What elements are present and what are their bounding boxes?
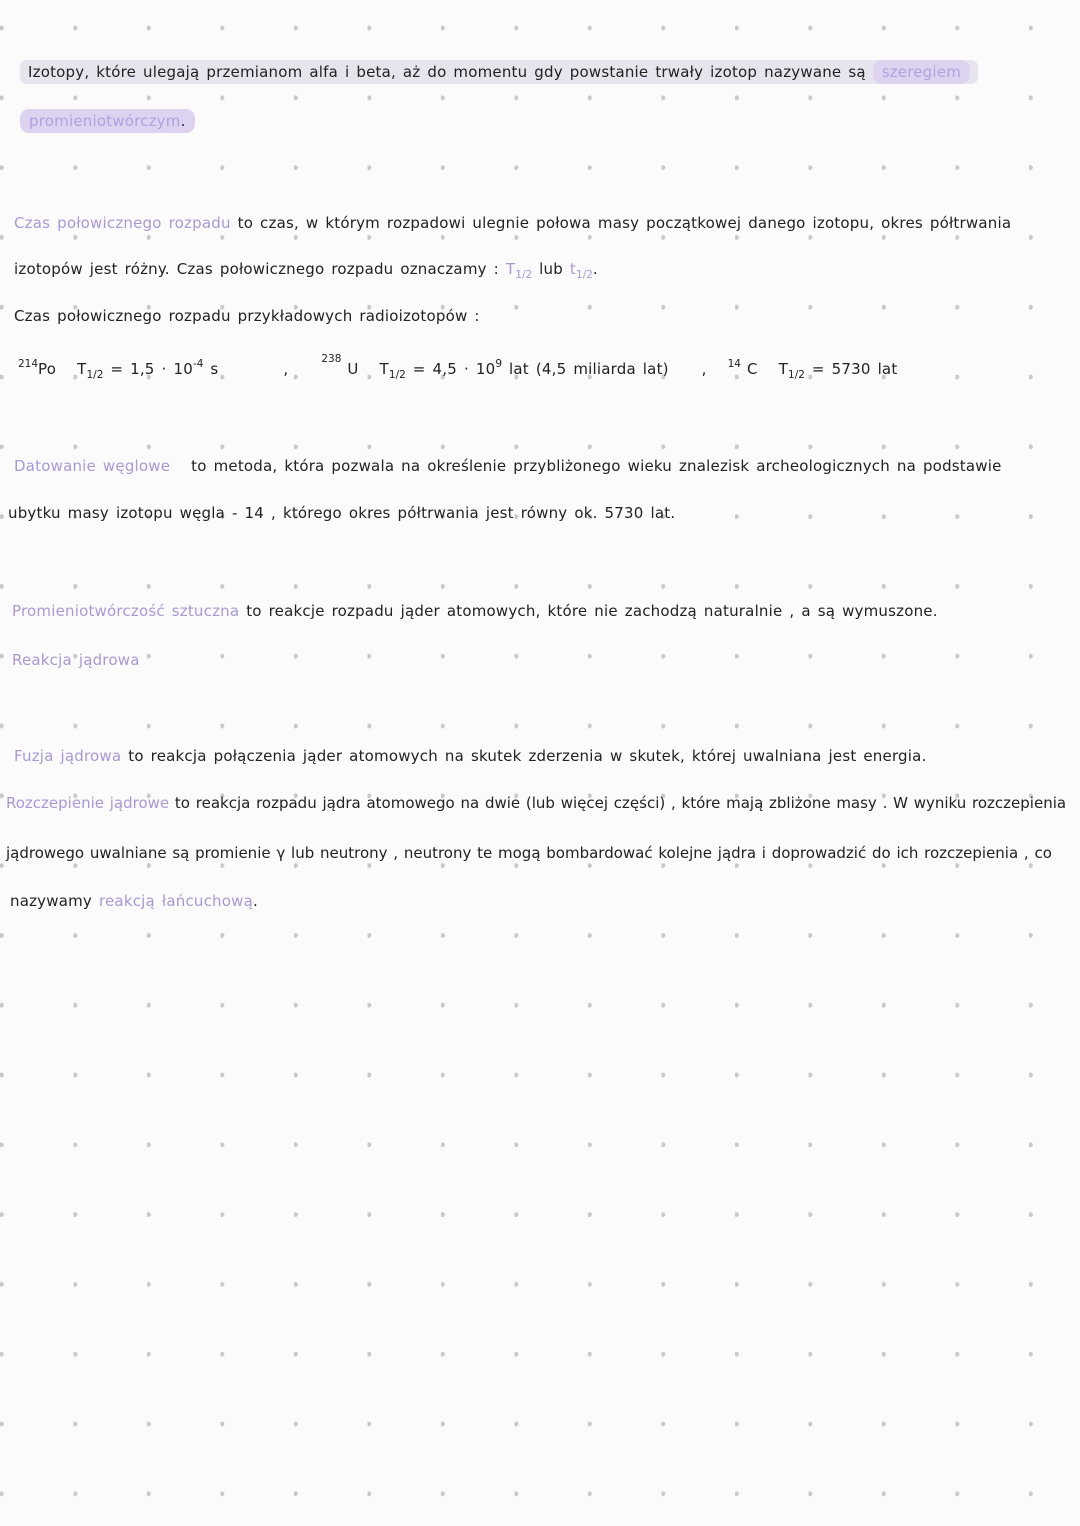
chain-reaction-period: .: [253, 892, 258, 910]
series-definition-text: Izotopy, które ulegają przemianom alfa i beta, aż do momentu gdy powstanie trwały izotop nazywane są: [28, 63, 866, 81]
carbon-dating-line-1: [14, 456, 1002, 476]
fusion-term: Fuzja jądrowa: [14, 747, 122, 765]
fission-term: Rozczepienie jądrowe: [6, 794, 170, 812]
isotope-c: $^{14}$ C: [727, 358, 758, 378]
half-life-lub: lub: [539, 260, 563, 278]
examples-heading-line: [14, 306, 480, 326]
examples-separator-1: ,: [283, 360, 289, 378]
examples-heading: Czas połowicznego rozpadu przykładowych radioizotopów :: [14, 307, 480, 325]
fission-def-2-post: lub neutrony , neutrony te mogą bombardować kolejne jądra i doprowadzić do ich rozczepienia , co: [291, 844, 1052, 862]
half-life-def-2: izotopów jest różny. Czas połowicznego rozpadu oznaczamy :: [14, 260, 499, 278]
fission-def-3-pre: nazywamy: [10, 892, 92, 910]
half-life-line-2: [14, 259, 598, 282]
half-life-term: Czas połowicznego rozpadu: [14, 214, 231, 232]
half-life-symbol-t: $t_{1/2}$: [569, 260, 593, 281]
fusion-def: to reakcja połączenia jąder atomowych na skutek zderzenia w skutek, której uwalniana jest energia.: [128, 747, 927, 765]
fission-line-1: [6, 793, 1066, 813]
half-life-period: .: [592, 260, 598, 278]
fission-line-3: [10, 891, 258, 911]
fission-line-2: [6, 843, 1052, 863]
artificial-radioactivity-def: to reakcje rozpadu jąder atomowych, które nie zachodzą naturalnie , a są wymuszone.: [246, 602, 938, 620]
gamma-symbol: γ: [276, 844, 286, 862]
carbon-dating-line-2: [8, 503, 675, 523]
chain-reaction-term: reakcją łańcuchową: [98, 892, 253, 910]
series-term-part2: promieniotwórczym: [29, 112, 181, 130]
artificial-radioactivity-term: Promieniotwórczość sztuczna: [12, 602, 240, 620]
half-life-line-1: [14, 213, 1011, 233]
artificial-radioactivity-line: [12, 601, 938, 621]
nuclear-reaction-line: [12, 650, 140, 670]
isotope-po: $^{214}$Po: [18, 358, 57, 378]
carbon-dating-def-2: ubytku masy izotopu węgla - 14 , którego okres półtrwania jest równy ok. 5730 lat.: [8, 504, 676, 522]
half-life-symbol-T: $T_{1/2}$: [505, 260, 533, 281]
carbon-dating-def-1: to metoda, która pozwala na określenie przybliżonego wieku znalezisk archeologicznych na podstawie: [191, 457, 1002, 475]
series-definition-highlight: [20, 60, 978, 84]
isotope-u-halflife: $T_{1/2} = 4,5 \cdot 10^9$ lat (4,5 miliarda lat): [379, 358, 669, 381]
series-period: .: [180, 112, 186, 130]
isotope-c-halflife: $T_{1/2} = 5730$ lat: [778, 360, 898, 381]
fusion-line: [14, 746, 927, 766]
fission-def-2-pre: jądrowego uwalniane są promienie: [6, 844, 271, 862]
series-definition-line-2: [20, 111, 195, 131]
half-life-def-1: to czas, w którym rozpadowi ulegnie połowa masy początkowej danego izotopu, okres półtrwania: [237, 214, 1012, 232]
series-term-part2-highlight: [20, 109, 195, 133]
isotope-u: $^{238}$U: [321, 353, 359, 378]
examples-separator-2: ,: [701, 360, 707, 378]
series-definition-line-1: [20, 62, 978, 82]
examples-values-line: [18, 352, 897, 382]
nuclear-reaction-term: Reakcja jądrowa: [12, 651, 140, 669]
carbon-dating-term: Datowanie węglowe: [14, 457, 171, 475]
fission-def-1: to reakcja rozpadu jądra atomowego na dwie (lub więcej części) , które mają zbliżone masy . W wyniku rozczepienia: [174, 794, 1067, 812]
series-term-part1: szeregiem: [873, 60, 970, 84]
isotope-po-halflife: $T_{1/2} = 1,5 \cdot 10^{-4}$ s: [77, 358, 219, 381]
